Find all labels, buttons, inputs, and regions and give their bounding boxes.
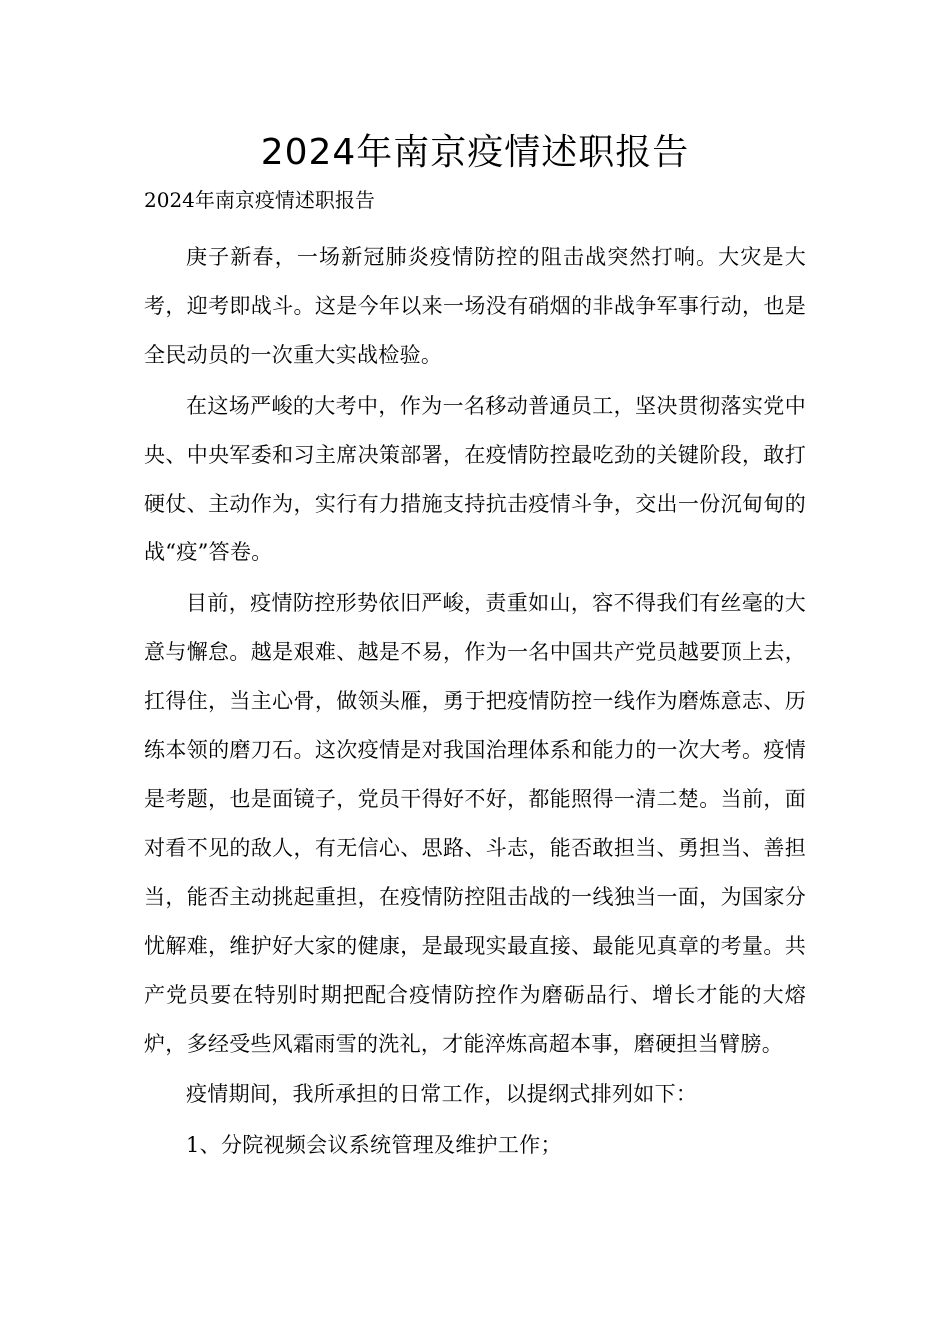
paragraph-1: 庚子新春，一场新冠肺炎疫情防控的阻击战突然打响。大灾是大考，迎考即战斗。这是今年以来一场没有硝烟的非战争军事行动，也是全民动员的一次重大实战检验。 [144, 245, 806, 367]
list-item-1: 1、分院视频会议系统管理及维护工作； [186, 1133, 562, 1158]
paragraph-4: 疫情期间，我所承担的日常工作，以提纲式排列如下： [186, 1082, 698, 1107]
document-title: 2024年南京疫情述职报告 [260, 132, 690, 173]
paragraph-2: 在这场严峻的大考中，作为一名移动普通员工，坚决贯彻落实党中央、中央军委和习主席决策部署，在疫情防控最吃劲的关键阶段，敢打硬仗、主动作为，实行有力措施支持抗击疫情斗争，交出一份沉甸甸的战“疫”答卷。 [144, 393, 806, 565]
document-body [144, 233, 806, 1172]
document-subtitle: 2024年南京疫情述职报告 [144, 188, 375, 212]
paragraph-3: 目前，疫情防控形势依旧严峻，责重如山，容不得我们有丝毫的大意与懈怠。越是艰难、越是不易，作为一名中国共产党员越要顶上去，扛得住，当主心骨，做领头雁，勇于把疫情防控一线作为磨炼意志、历练本领的磨刀石。这次疫情是对我国治理体系和能力的一次大考。疫情是考题，也是面镜子，党员干得好不好，都能照得一清二楚。当前，面对看不见的敌人，有无信心、思路、斗志，能否敢担当、勇担当、善担当，能否主动挑起重担，在疫情防控阻击战的一线独当一面，为国家分忧解难，维护好大家的健康，是最现实最直接、最能见真章的考量。共产党员要在特别时期把配合疫情防控作为磨砺品行、增长才能的大熔炉，多经受些风霜雨雪的洗礼，才能淬炼高超本事，磨硬担当臂膀。 [144, 591, 806, 1056]
